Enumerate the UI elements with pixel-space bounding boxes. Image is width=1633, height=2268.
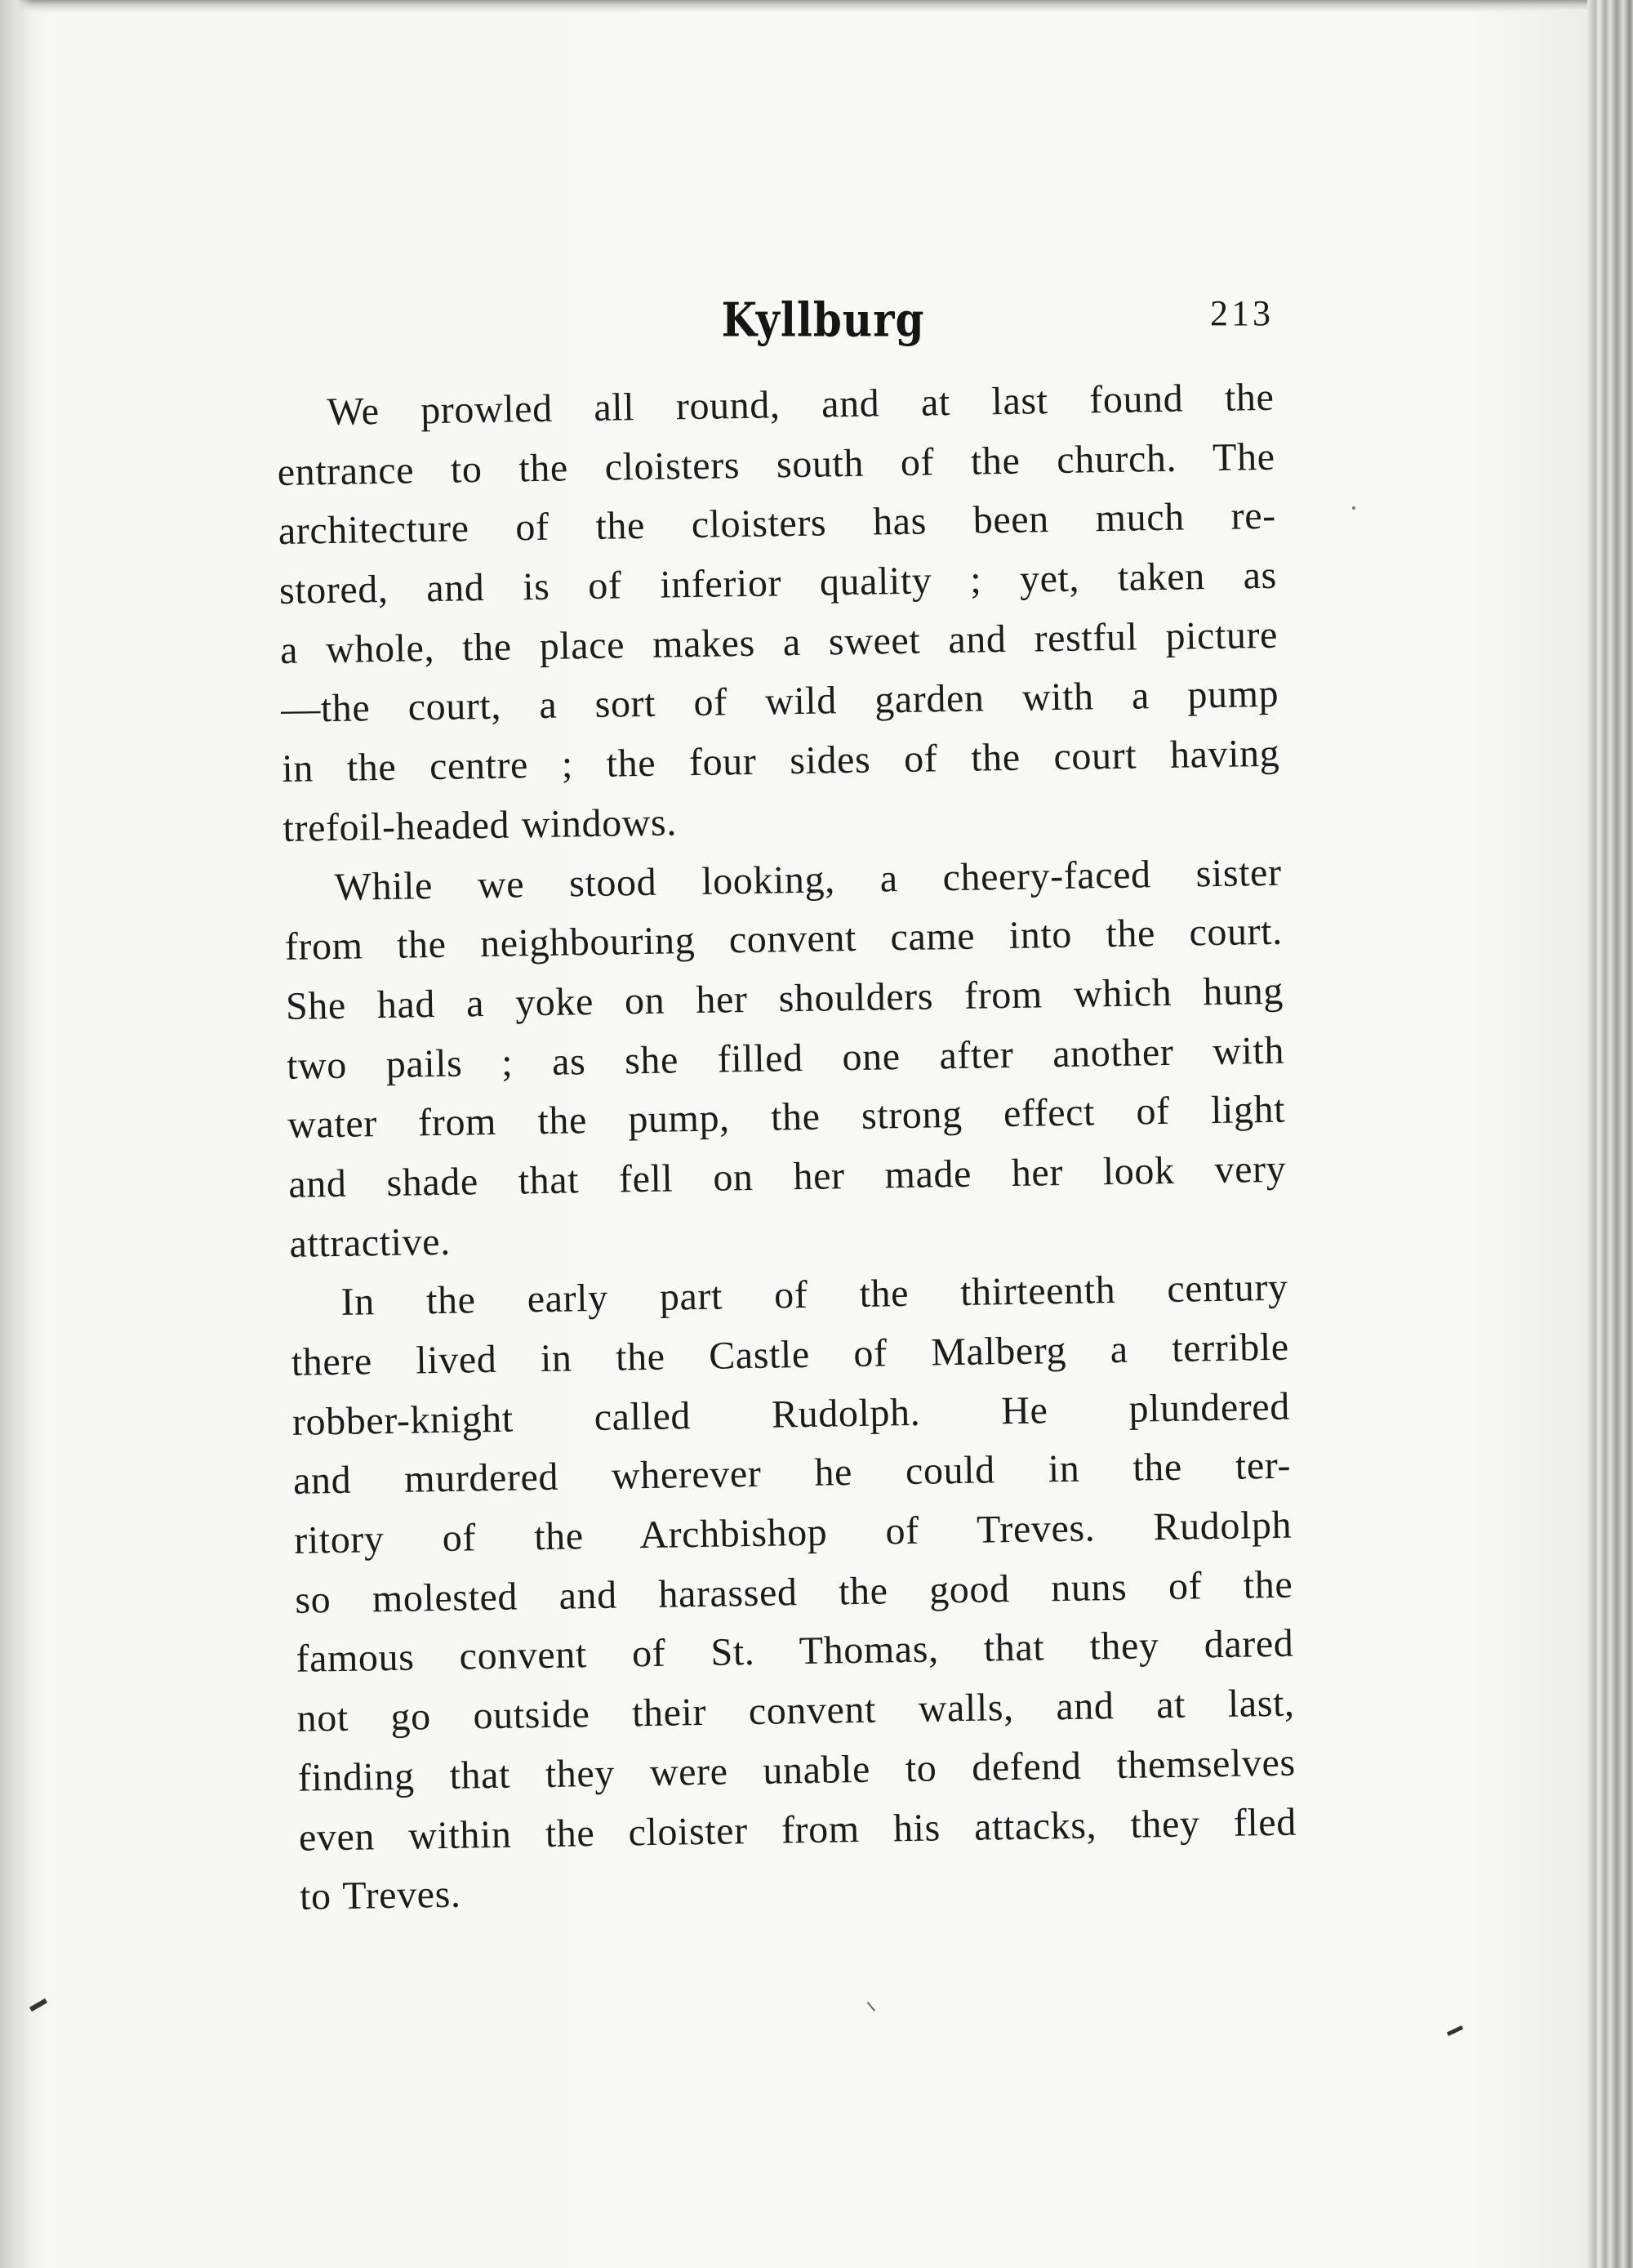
page-top-shadow <box>0 0 1633 11</box>
text-line: She had a yoke on her shoulders from which hung <box>285 969 1284 1028</box>
scan-speck <box>867 2002 876 2012</box>
text-line: —the court, a sort of wild garden with a pump <box>280 672 1279 732</box>
text-line: even within the cloister from his attacks, they fled <box>298 1800 1297 1860</box>
page-number: 213 <box>1210 293 1274 333</box>
running-title: Kyllburg <box>721 292 925 348</box>
text-line: to Treves. <box>299 1872 461 1918</box>
text-line: ritory of the Archbishop of Treves. Rudolph <box>293 1503 1293 1562</box>
text-line: While we stood looking, a cheery-faced sister <box>334 850 1282 909</box>
page-edge-stack <box>1587 0 1633 2268</box>
text-line: architecture of the cloisters has been much re- <box>278 494 1277 554</box>
text-line: and shade that fell on her made her look very <box>287 1147 1287 1206</box>
text-line: finding that they were unable to defend themselves <box>297 1740 1297 1800</box>
scan-speck <box>1352 506 1355 510</box>
page-header <box>276 292 1274 353</box>
text-line: attractive. <box>289 1219 452 1266</box>
text-line: not go outside their convent walls, and at last, <box>296 1681 1295 1740</box>
paragraph-2 <box>283 843 1288 1274</box>
text-line: robber-knight called Rudolph. He plundered <box>291 1384 1291 1444</box>
text-line: In the early part of the thirteenth century <box>340 1265 1288 1325</box>
text-line: there lived in the Castle of Malberg a terrible <box>291 1325 1290 1384</box>
text-line: from the neighbouring convent came into the court. <box>284 909 1284 969</box>
text-line: in the centre ; the four sides of the court having <box>281 731 1280 791</box>
text-line: We prowled all round, and at last found the <box>327 375 1275 434</box>
text-line: trefoil-headed windows. <box>283 800 678 850</box>
text-line: so molested and harassed the good nuns of the <box>294 1562 1293 1622</box>
paragraph-1 <box>276 368 1281 859</box>
page-gutter-shadow <box>0 0 33 2268</box>
text-line: water from the pump, the strong effect of light <box>287 1087 1286 1147</box>
text-line: and murdered wherever he could in the ter- <box>292 1444 1292 1504</box>
text-line: two pails ; as she filled one after another with <box>286 1028 1285 1088</box>
scan-speck <box>1447 2025 1463 2036</box>
paragraph-3 <box>290 1259 1297 1927</box>
text-line: famous convent of St. Thomas, that they dared <box>296 1622 1294 1682</box>
text-line: a whole, the place makes a sweet and restful picture <box>279 613 1279 672</box>
text-line: entrance to the cloisters south of the church. The <box>277 434 1275 494</box>
body-text <box>276 368 1298 1927</box>
text-line: stored, and is of inferior quality ; yet, taken as <box>278 553 1278 613</box>
